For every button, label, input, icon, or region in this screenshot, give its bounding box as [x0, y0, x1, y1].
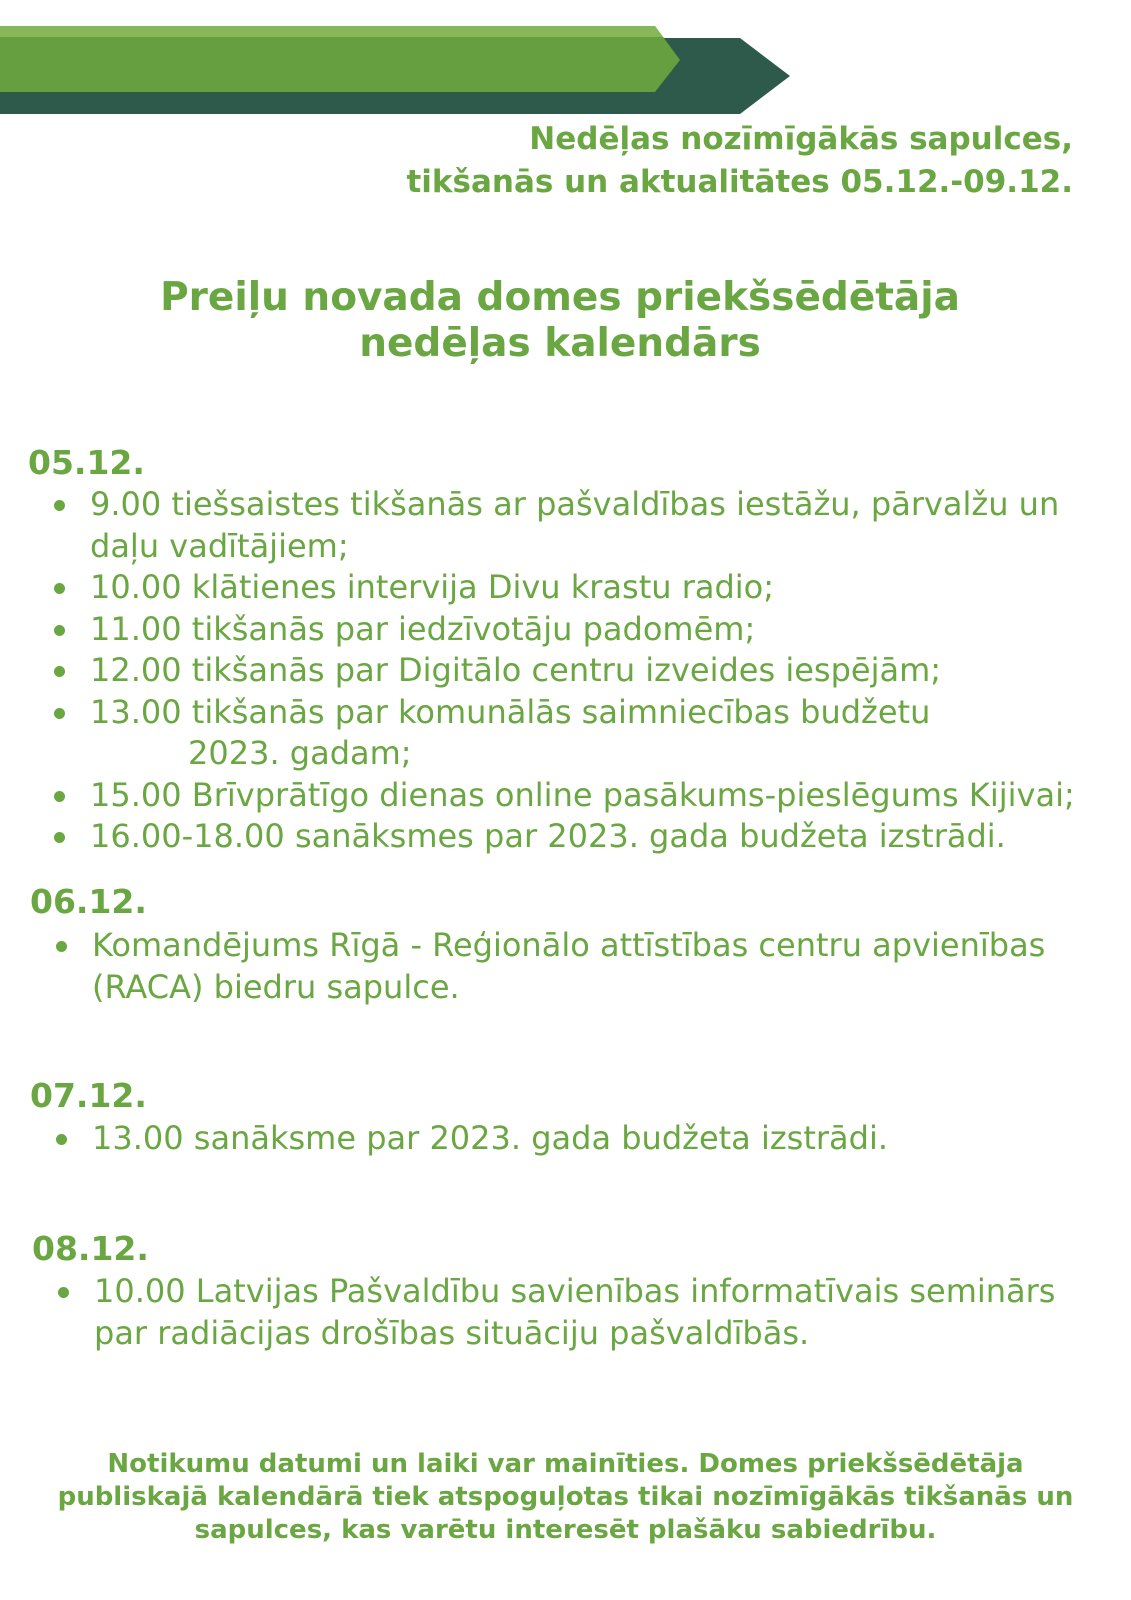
day-date: 07.12. [30, 1076, 147, 1115]
event-item: 16.00-18.00 sanāksmes par 2023. gada budžeta izstrādi. [52, 816, 1075, 858]
disclaimer-line1: Notikumu datumi un laiki var mainīties. Domes priekšsēdētāja [107, 1449, 1024, 1479]
event-item: 12.00 tikšanās par Digitālo centru izveides iespējām; [52, 650, 1075, 692]
day-date: 06.12. [30, 882, 147, 921]
event-list [54, 1118, 888, 1160]
event-item: 10.00 Latvijas Pašvaldību savienības informatīvais seminārs par radiācijas drošības situāciju pašvaldībās. [56, 1271, 1055, 1354]
event-list [56, 1271, 1055, 1354]
event-list [54, 925, 1045, 1008]
event-item: 13.00 tikšanās par komunālās saimniecības budžetu 2023. gadam; [52, 692, 1075, 775]
calendar-title [60, 275, 1060, 367]
event-list [52, 484, 1075, 858]
week-heading [313, 118, 1073, 204]
disclaimer-line2: publiskajā kalendārā tiek atspoguļotas tikai nozīmīgākās tikšanās un [57, 1482, 1074, 1512]
week-heading-line2: tikšanās un aktualitātes 05.12.-09.12. [406, 164, 1073, 200]
disclaimer-note [40, 1448, 1091, 1547]
day-date: 08.12. [32, 1229, 149, 1268]
header-banner [0, 0, 1131, 120]
event-item: 9.00 tiešsaistes tikšanās ar pašvaldības iestāžu, pārvalžu un daļu vadītājiem; [52, 484, 1075, 567]
event-item: 10.00 klātienes intervija Divu krastu radio; [52, 567, 1075, 609]
event-item: 15.00 Brīvprātīgo dienas online pasākums-pieslēgums Kijivai; [52, 775, 1075, 817]
day-date: 05.12. [28, 443, 145, 482]
calendar-title-line1: Preiļu novada domes priekšsēdētāja [160, 275, 960, 320]
event-item: 11.00 tikšanās par iedzīvotāju padomēm; [52, 609, 1075, 651]
disclaimer-line3: sapulces, kas varētu interesēt plašāku sabiedrību. [194, 1515, 937, 1545]
event-item: 13.00 sanāksme par 2023. gada budžeta izstrādi. [54, 1118, 888, 1160]
calendar-title-line2: nedēļas kalendārs [359, 321, 761, 366]
event-item: Komandējums Rīgā - Reģionālo attīstības centru apvienības (RACA) biedru sapulce. [54, 925, 1045, 1008]
week-heading-line1: Nedēļas nozīmīgākās sapulces, [529, 121, 1073, 157]
banner-light-strip [0, 26, 663, 37]
